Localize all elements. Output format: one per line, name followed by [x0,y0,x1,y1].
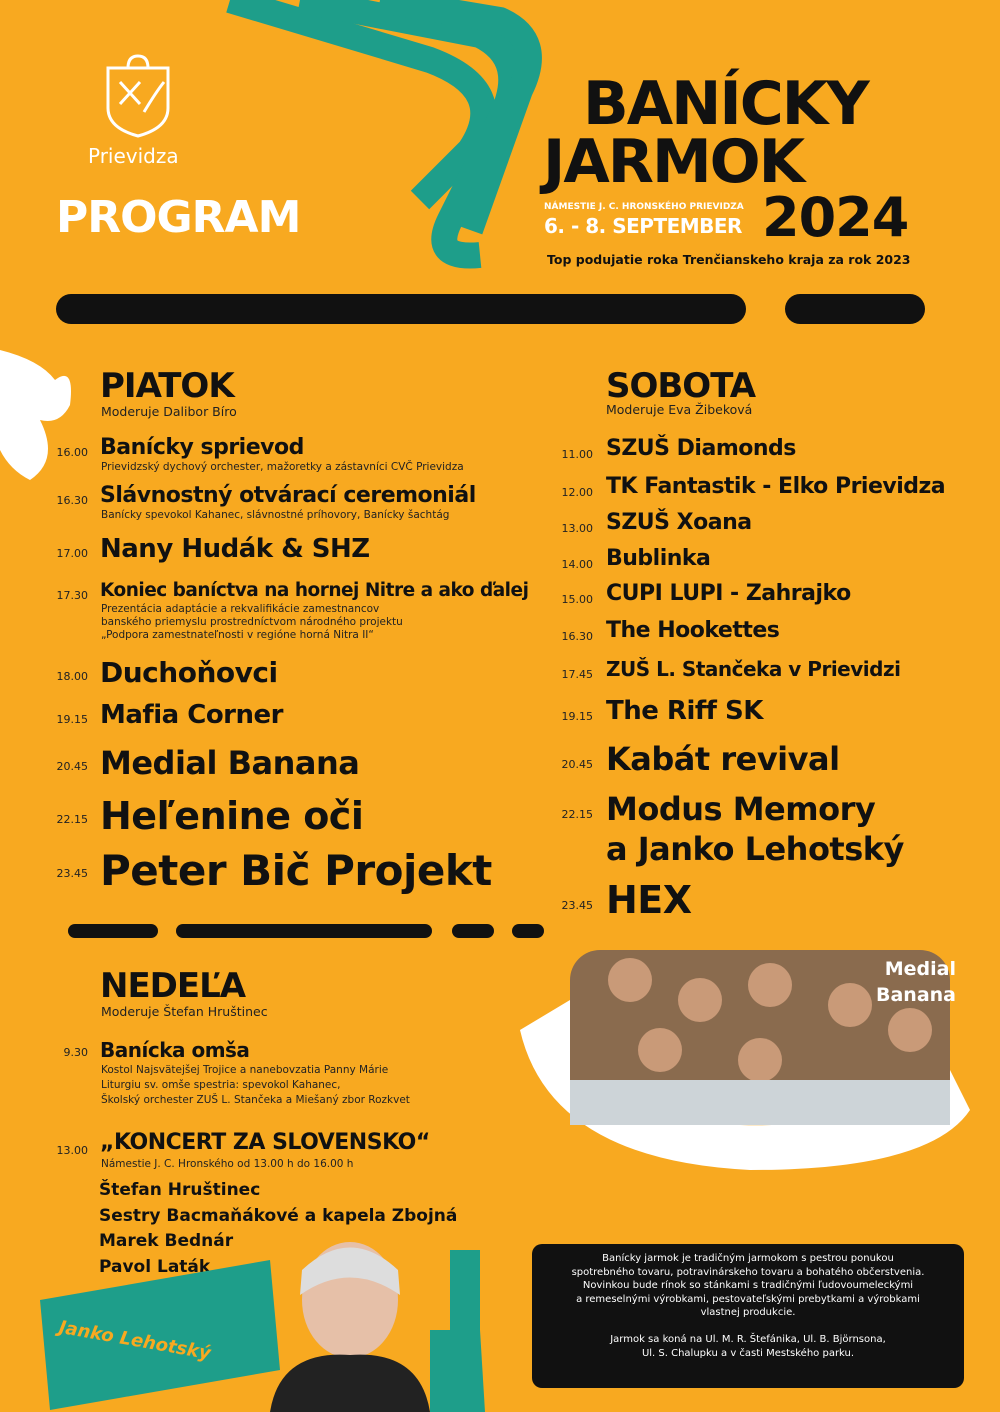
decorative-cross-shape [0,350,80,490]
schedule-title: Peter Bič Projekt [100,846,492,895]
coat-of-arms-icon [100,52,176,138]
schedule-time: 20.45 [561,757,593,771]
schedule-time: 17.00 [56,547,88,560]
info-line: a remeselnými výrobkami, pestovateľskými prebytkami a výrobkami [576,1293,920,1305]
saturday-host: Moderuje Eva Žibeková [606,402,753,417]
schedule-time: 17.30 [56,589,88,603]
info-line: spotrebného tovaru, potravinárskeho tovaru a bohatého občerstvenia. [571,1266,925,1278]
schedule-title: Kabát revival [606,740,840,778]
city-logo [88,52,190,168]
schedule-title: Medial Banana [100,744,360,782]
event-venue: NÁMESTIE J. C. HRONSKÉHO PRIEVIDZA [544,202,744,212]
info-box [532,1244,964,1388]
schedule-title: Modus Memory [606,790,876,828]
info-line [532,1320,964,1334]
concert-title: „KONCERT ZA SLOVENSKO“ [100,1130,430,1155]
info-line: vlastnej produkcie. [700,1307,796,1318]
singer-caption: Janko Lehotský [57,1316,213,1365]
schedule-time: 23.45 [56,867,88,880]
schedule-time: 13.00 [561,522,593,536]
schedule-time: 16.30 [561,630,593,644]
event-title-line2: JARMOK [543,127,804,197]
schedule-title: Nany Hudák & SHZ [100,534,370,564]
schedule-title: The Riff SK [606,696,763,726]
sunday-host: Moderuje Štefan Hruštinec [101,1004,268,1019]
mass-desc: Liturgiu sv. omše spestria: spevokol Kahanec, [101,1079,341,1091]
schedule-title: SZUŠ Xoana [606,510,752,535]
schedule-time: 20.45 [56,760,88,773]
schedule-title: ZUŠ L. Stančeka v Prievidzi [606,657,901,681]
friday-host: Moderuje Dalibor Bíro [101,404,237,419]
band-caption-line: Medial [884,958,956,980]
schedule-desc: Prievidzský dychový orchester, mažoretky a zástavníci CVČ Prievidza [101,461,464,473]
concert-performer: Sestry Bacmaňákové a kapela Zbojná [99,1206,458,1226]
schedule-time: 23.45 [561,898,593,912]
program-label: PROGRAM [56,192,301,243]
separator-bar [452,924,494,938]
separator-bar [176,924,432,938]
sunday-heading: NEDEĽA [100,966,246,1006]
schedule-time: 15.00 [561,593,593,607]
concert-time: 13.00 [56,1144,88,1157]
schedule-title: Heľenine oči [100,794,364,838]
schedule-time: 11.00 [561,448,593,462]
separator-bar [68,924,158,938]
separator-bar [785,294,925,324]
separator-bar [56,294,746,324]
saturday-heading: SOBOTA [606,366,756,406]
schedule-time: 16.00 [56,446,88,459]
schedule-time: 18.00 [56,670,88,683]
mass-time: 9.30 [63,1046,88,1059]
schedule-time: 19.15 [56,713,88,726]
event-dates: 6. - 8. SEPTEMBER [544,214,742,238]
event-tagline: Top podujatie roka Trenčianskeho kraja za rok 2023 [547,252,911,267]
concert-performer: Štefan Hruštinec [99,1180,261,1200]
schedule-title: The Hookettes [606,618,780,643]
event-title-line1: BANÍCKY [583,69,868,139]
mass-desc: Školský orchester ZUŠ L. Stančeka a Miešaný zbor Rozkvet [101,1094,410,1106]
schedule-title: Mafia Corner [100,700,283,730]
concert-desc: Námestie J. C. Hronského od 13.00 h do 16.00 h [101,1158,354,1170]
schedule-desc: Banícky spevokol Kahanec, slávnostné príhovory, Banícky šachtág [101,509,450,521]
event-year: 2024 [762,186,909,249]
schedule-time: 12.00 [561,486,593,500]
info-line: Ul. S. Chalupku a v časti Mestského parku. [641,1347,855,1359]
schedule-time: 16.30 [56,494,88,507]
schedule-title: Slávnostný otvárací ceremoniál [100,483,476,508]
schedule-title: Banícky sprievod [100,435,304,460]
friday-heading: PIATOK [100,366,234,406]
city-name: Prievidza [88,144,179,168]
separator-bar [512,924,544,938]
schedule-title: HEX [606,878,692,922]
band-caption-line: Banana [876,984,956,1006]
schedule-desc: banského priemyslu prostredníctvom národného projektu [101,615,403,628]
band-caption [858,956,956,1008]
concert-performer: Marek Bednár [99,1231,234,1251]
schedule-title: Bublinka [606,546,711,571]
schedule-title: Duchoňovci [100,656,278,689]
concert-performer: Pavol Laták [99,1257,211,1277]
schedule-time: 22.15 [561,807,593,821]
schedule-title: SZUŠ Diamonds [606,436,796,461]
mass-desc: Kostol Najsvätejšej Trojice a nanebovzatia Panny Márie [101,1064,389,1076]
schedule-desc: „Podpora zamestnateľnosti v regióne horná Nitra II“ [101,628,374,641]
schedule-time: 17.45 [561,668,593,681]
schedule-title: CUPI LUPI - Zahrajko [606,581,851,606]
schedule-title: Koniec baníctva na hornej Nitre a ako ďalej [100,580,529,601]
schedule-title: a Janko Lehotský [606,830,904,868]
schedule-time: 19.15 [561,710,593,724]
mass-title: Banícka omša [100,1038,250,1062]
info-line: Banícky jarmok je tradičným jarmokom s pestrou ponukou [602,1253,894,1264]
schedule-time: 14.00 [561,558,593,572]
info-line: Novinkou bude rínok so stánkami s tradičnými ľudovoumeleckými [582,1280,914,1291]
schedule-time: 22.15 [56,813,88,826]
schedule-desc: Prezentácia adaptácie a rekvalifikácie zamestnancov [101,602,380,615]
info-line: Jarmok sa koná na Ul. M. R. Štefánika, Ul. B. Björnsona, [610,1334,886,1345]
schedule-title: TK Fantastik - Elko Prievidza [606,474,946,499]
singer-photo [30,1230,500,1412]
